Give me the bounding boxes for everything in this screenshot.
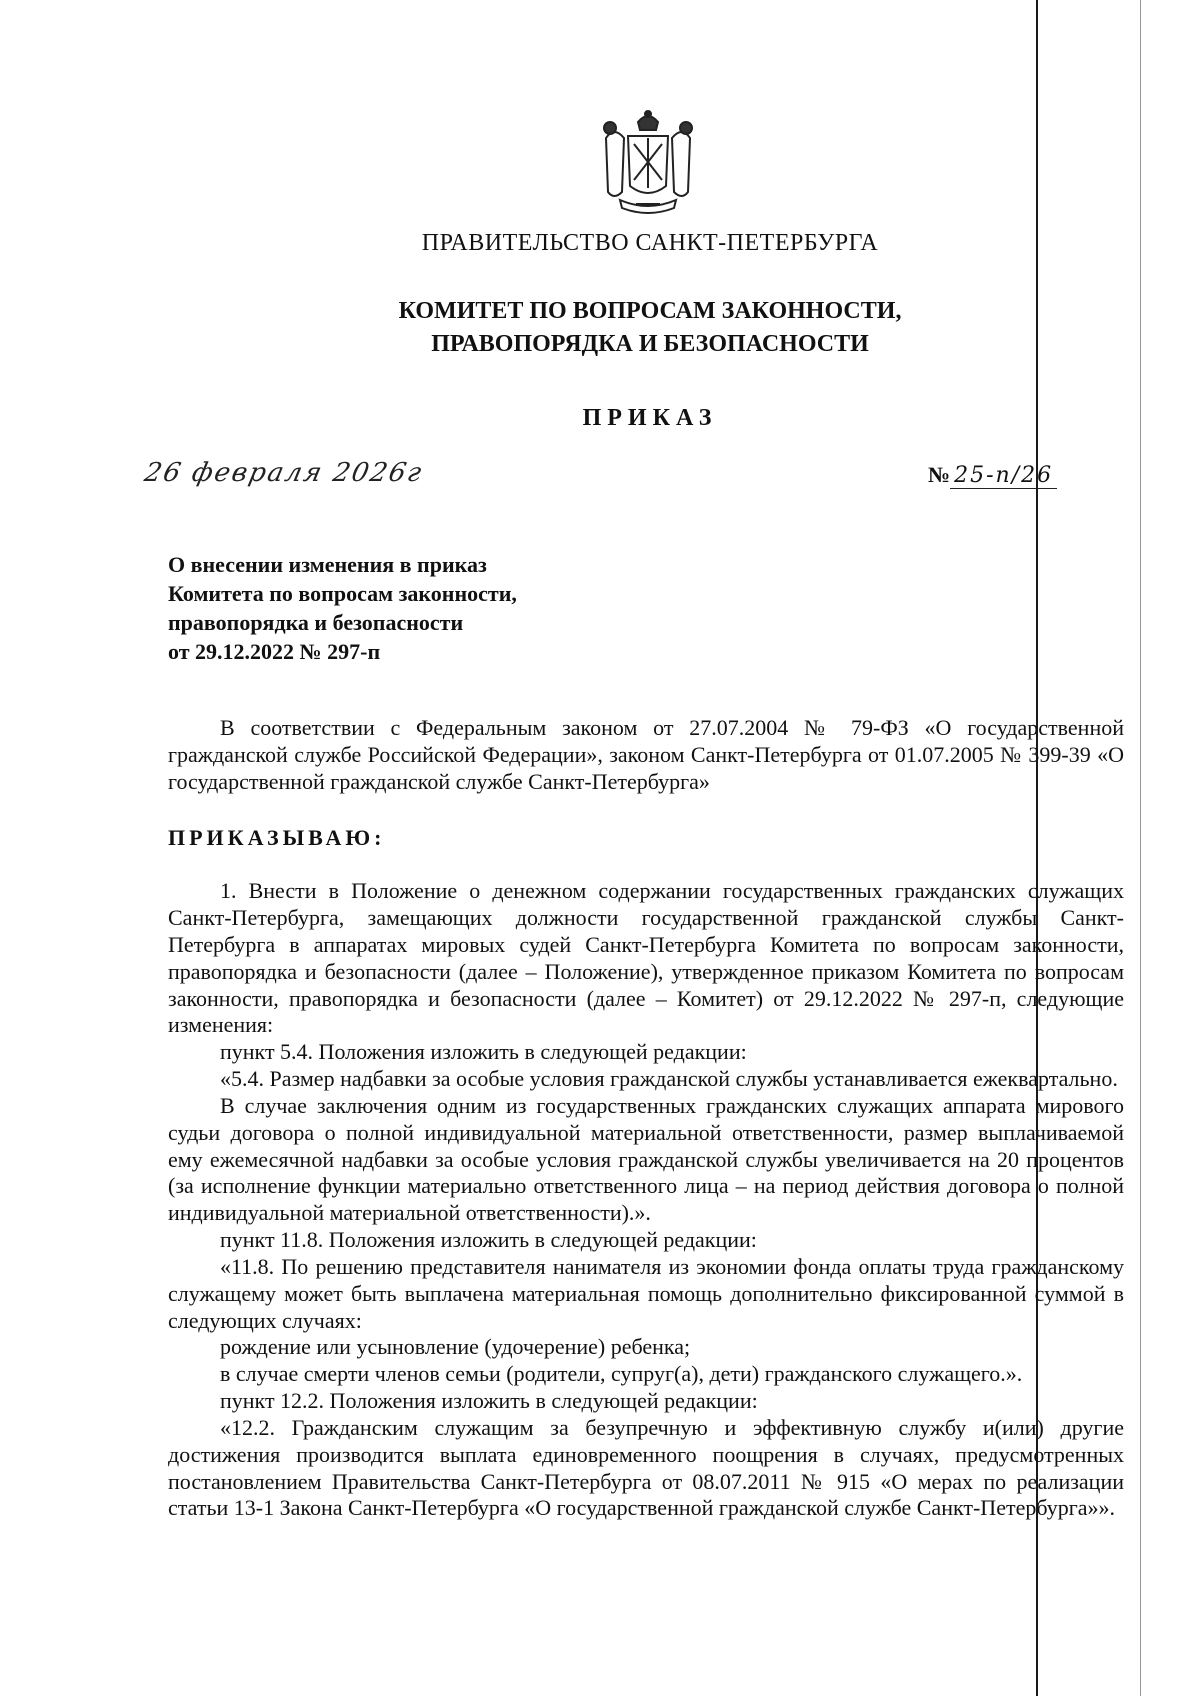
order-subject bbox=[168, 550, 588, 666]
paragraph: пункт 12.2. Положения изложить в следующей редакции: bbox=[220, 1388, 758, 1414]
order-number bbox=[928, 462, 1057, 488]
committee-name bbox=[300, 295, 1000, 360]
paragraph: в случае смерти членов семьи (родители, супруг(а), дети) гражданского служащего.». bbox=[220, 1361, 1023, 1387]
paragraph: «11.8. По решению представителя нанимателя из экономии фонда оплаты труда гражданскому служащему может быть выплачена материальная помощь дополнительно фиксированной суммой в следующих случаях: bbox=[168, 1253, 1124, 1333]
paragraph: «5.4. Размер надбавки за особые условия гражданской службы устанавливается ежеквартально. bbox=[220, 1066, 1118, 1092]
government-title: ПРАВИТЕЛЬСТВО САНКТ-ПЕТЕРБУРГА bbox=[421, 230, 879, 256]
scan-artifact-line bbox=[1140, 0, 1141, 1696]
document-type: ПРИКАЗ bbox=[582, 405, 718, 431]
preamble: В соответствии с Федеральным законом от 27.07.2004 № 79-ФЗ «О государственной гражданской службе Российской Федерации», законом Санкт-Петербурга от 01.07.2005 № 399-39 «О государственной гражданской службе Санкт-Петербурга» bbox=[168, 715, 1124, 794]
paragraph: пункт 5.4. Положения изложить в следующей редакции: bbox=[220, 1039, 747, 1065]
paragraph: «12.2. Гражданским служащим за безупречную и эффективную службу и(или) другие достижения производится выплата единовременного поощрения в случаях, предусмотренных постановлением Правительства Санкт-Петербурга от 08.07.2011 № 915 «О мерах по реализации статьи 13-1 Закона Санкт-Петербурга «О государственной гражданской службе Санкт-Петербурга»». bbox=[168, 1414, 1124, 1521]
subject-line: Комитета по вопросам законности, bbox=[168, 581, 517, 607]
number-sign: № bbox=[928, 462, 951, 487]
handwritten-date: 26 февраля 2026г bbox=[141, 458, 426, 488]
paragraph: В случае заключения одним из государственных гражданских служащих аппарата мирового судьи договора о полной индивидуальной материальной ответственности, размер выплачиваемой ему ежемесячной надбавки за особые условия гражданской службы увеличивается на 20 процентов (за исполнение функции материально ответственного лица – на период действия договора о полной индивидуальной материальной ответственности).». bbox=[168, 1092, 1124, 1226]
order-directive: ПРИКАЗЫВАЮ: bbox=[168, 825, 386, 851]
subject-line: правопорядка и безопасности bbox=[168, 610, 464, 636]
committee-line: КОМИТЕТ ПО ВОПРОСАМ ЗАКОННОСТИ, bbox=[398, 298, 902, 324]
subject-line: О внесении изменения в приказ bbox=[168, 552, 487, 577]
paragraph: 1. Внести в Положение о денежном содержании государственных гражданских служащих Санкт-Петербурга, замещающих должности государственной гражданской службы Санкт-Петербурга в аппаратах мировых судей Санкт-Петербурга Комитета по вопросам законности, правопорядка и безопасности (далее – Положение), утвержденное приказом Комитета по вопросам законности, правопорядка и безопасности (далее – Комитет) от 29.12.2022 № 297-п, следующие изменения: bbox=[168, 878, 1124, 1038]
committee-line: ПРАВОПОРЯДКА И БЕЗОПАСНОСТИ bbox=[431, 330, 869, 357]
paragraph: рождение или усыновление (удочерение) ребенка; bbox=[220, 1334, 691, 1360]
paragraph: пункт 11.8. Положения изложить в следующей редакции: bbox=[220, 1227, 757, 1253]
spb-coat-of-arms-icon bbox=[600, 108, 696, 216]
subject-line: от 29.12.2022 № 297-п bbox=[168, 639, 381, 665]
order-body bbox=[168, 715, 1124, 1522]
handwritten-number: 25-п/26 bbox=[950, 463, 1057, 489]
